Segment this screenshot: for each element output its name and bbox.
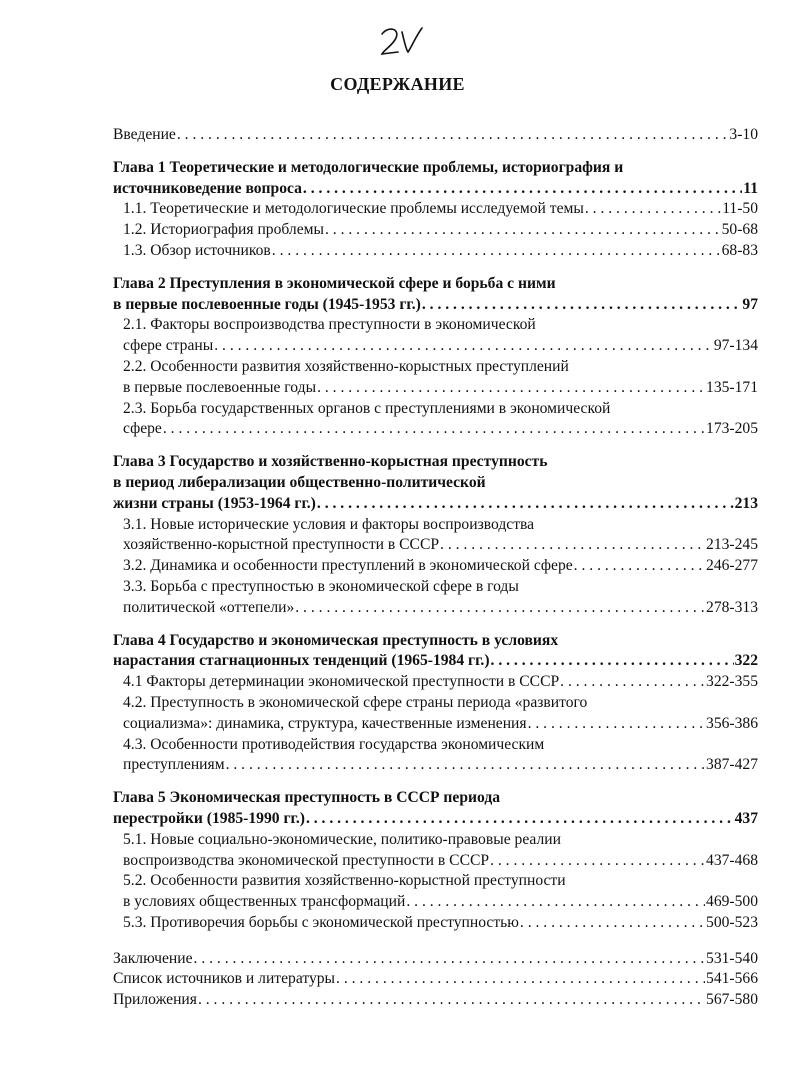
section-entry-line[interactable]: 2.3. Борьба государственных органов с преступлениями в экономической [123, 399, 611, 417]
section-label: 5.3. Противоречия борьбы с экономической преступностью [123, 913, 519, 931]
section-entry-line[interactable]: 3.1. Новые исторические условия и факторы воспроизводства [123, 515, 535, 533]
section-label: сфере страны [123, 337, 214, 355]
chapter-3 [113, 452, 758, 618]
section-pages: 97-134 [713, 337, 758, 355]
dot-leader [520, 913, 705, 934]
section-pages: 11-50 [722, 200, 758, 218]
section-entry[interactable] [113, 892, 758, 913]
dot-leader [295, 598, 705, 619]
section-pages: 500-523 [706, 913, 758, 931]
chapter-pages: 11 [743, 179, 758, 197]
toc-entry-pages: 567-580 [706, 991, 758, 1009]
chapter-heading-text: нарастания стагнационных тенденций (1965-1984 гг.) [113, 652, 490, 670]
section-entry[interactable] [113, 378, 758, 399]
section-pages: 437-468 [706, 851, 758, 869]
dot-leader [317, 494, 734, 515]
dot-leader [560, 672, 705, 693]
chapter-heading-line[interactable]: Глава 2 Преступления в экономической сфере и борьба с ними [113, 274, 556, 292]
chapter-heading-last-line[interactable] [113, 651, 758, 672]
chapter-1 [113, 158, 758, 262]
dot-leader [194, 949, 705, 970]
section-label: преступлениям [123, 756, 225, 774]
dot-leader [306, 809, 734, 830]
chapter-heading-line[interactable]: Глава 1 Теоретические и методологические проблемы, историография и [113, 158, 624, 176]
toc-entry-label: Список источников и литературы [113, 970, 336, 988]
section-pages: 322-355 [706, 673, 758, 691]
dot-leader [491, 651, 734, 672]
dot-leader [528, 714, 705, 735]
section-label: 1.3. Обзор источников [123, 241, 271, 259]
chapter-heading-last-line[interactable] [113, 179, 758, 200]
section-entry-line[interactable]: 4.2. Преступность в экономической сфере страны периода «развитого [123, 693, 588, 711]
dot-leader [585, 199, 721, 220]
chapter-heading-last-line[interactable] [113, 295, 758, 316]
section-entry-line[interactable]: 2.1. Факторы воспроизводства преступности в экономической [123, 316, 536, 334]
chapter-heading-text: перестройки (1985-1990 гг.) [113, 809, 305, 827]
section-pages: 50-68 [721, 221, 758, 239]
chapter-heading-last-line[interactable] [113, 494, 758, 515]
section-label: 3.2. Динамика и особенности преступлений в экономической сфере [123, 557, 573, 575]
table-of-contents [113, 125, 758, 1011]
chapter-heading-line[interactable]: Глава 4 Государство и экономическая преступность в условиях [113, 631, 559, 649]
section-entry[interactable] [113, 714, 758, 735]
chapter-pages: 213 [734, 494, 758, 512]
chapter-pages: 97 [742, 295, 758, 313]
dot-leader [272, 241, 721, 262]
dot-leader [198, 990, 705, 1011]
section-entry[interactable] [113, 913, 758, 934]
section-pages: 278-313 [706, 598, 758, 616]
toc-entry-label: Приложения [113, 991, 197, 1009]
page-title: СОДЕРЖАНИЕ [330, 74, 465, 94]
chapter-pages: 437 [734, 809, 758, 827]
chapter-heading-text: жизни страны (1953-1964 гг.) [113, 494, 316, 512]
section-label: сфере [123, 420, 162, 438]
section-entry[interactable] [113, 419, 758, 440]
toc-entry-bibliography[interactable] [113, 969, 758, 990]
section-entry[interactable] [113, 336, 758, 357]
chapter-heading-text: в первые послевоенные годы (1945-1953 гг.) [113, 295, 421, 313]
section-pages: 469-500 [706, 893, 758, 911]
dot-leader [422, 295, 742, 316]
dot-leader [440, 535, 705, 556]
section-label: 1.2. Историография проблемы [123, 221, 324, 239]
section-entry[interactable] [113, 556, 758, 577]
toc-entry-pages: 541-566 [706, 970, 758, 988]
chapter-heading-last-line[interactable] [113, 809, 758, 830]
dot-leader [177, 125, 729, 146]
section-entry-line[interactable]: 5.1. Новые социально-экономические, политико-правовые реалии [123, 830, 561, 848]
section-entry-line[interactable]: 3.3. Борьба с преступностью в экономической сфере в годы [123, 577, 519, 595]
section-pages: 135-171 [706, 378, 758, 396]
section-entry[interactable] [113, 241, 758, 262]
section-entry[interactable] [113, 535, 758, 556]
chapter-2 [113, 274, 758, 440]
section-entry[interactable] [113, 598, 758, 619]
section-pages: 387-427 [706, 756, 758, 774]
section-pages: 356-386 [706, 714, 758, 732]
section-pages: 68-83 [721, 241, 758, 259]
section-pages: 246-277 [706, 557, 758, 575]
chapter-heading-text: источниковедение вопроса [113, 179, 302, 197]
handwritten-number-mark [368, 22, 428, 62]
chapter-4 [113, 631, 758, 777]
section-entry[interactable] [113, 755, 758, 776]
section-entry-line[interactable]: 4.3. Особенности противодействия государства экономическим [123, 735, 545, 753]
dot-leader [163, 419, 705, 440]
section-entry-line[interactable]: 5.2. Особенности развития хозяйственно-корыстной преступности [123, 872, 566, 890]
section-entry[interactable] [113, 199, 758, 220]
dot-leader [325, 220, 721, 241]
dot-leader [303, 179, 742, 200]
dot-leader [317, 378, 705, 399]
section-label: воспроизводства экономической преступности в СССР [123, 851, 490, 869]
chapter-5 [113, 788, 758, 934]
chapter-pages: 322 [734, 652, 758, 670]
chapter-heading-line[interactable]: Глава 3 Государство и хозяйственно-корыстная преступность [113, 453, 548, 471]
dot-leader [214, 336, 713, 357]
toc-entry-label: Заключение [113, 949, 193, 967]
section-label: социализма»: динамика, структура, качественные изменения [123, 714, 527, 732]
section-pages: 213-245 [706, 536, 758, 554]
dot-leader [490, 851, 705, 872]
toc-entry-conclusion[interactable] [113, 949, 758, 970]
dot-leader [226, 755, 705, 776]
section-entry[interactable] [113, 851, 758, 872]
section-entry[interactable] [113, 220, 758, 241]
dot-leader [406, 892, 705, 913]
toc-entry-pages: 3-10 [729, 126, 758, 143]
toc-entry-label: Введение [113, 126, 176, 143]
section-label: 1.1. Теоретические и методологические проблемы исследуемой темы [123, 200, 584, 218]
section-label: в первые послевоенные годы [123, 378, 317, 396]
back-matter [113, 949, 758, 1011]
toc-entry-appendices[interactable] [113, 990, 758, 1011]
section-label: хозяйственно-корыстной преступности в СССР [123, 536, 440, 554]
section-label: в условиях общественных трансформаций [123, 893, 406, 911]
chapter-heading-line[interactable]: в период либерализации общественно-политической [113, 473, 486, 491]
dot-leader [574, 556, 705, 577]
section-label: политической «оттепели» [123, 598, 295, 616]
section-label: 4.1 Факторы детерминации экономической преступности в СССР [123, 673, 560, 691]
toc-entry-pages: 531-540 [706, 949, 758, 967]
toc-entry-intro[interactable] [113, 125, 758, 146]
dot-leader [336, 969, 705, 990]
section-entry-line[interactable]: 2.2. Особенности развития хозяйственно-корыстных преступлений [123, 357, 569, 375]
chapter-heading-line[interactable]: Глава 5 Экономическая преступность в СССР периода [113, 789, 501, 807]
section-pages: 173-205 [706, 420, 758, 438]
section-entry[interactable] [113, 672, 758, 693]
handwritten-page-number [0, 22, 795, 62]
